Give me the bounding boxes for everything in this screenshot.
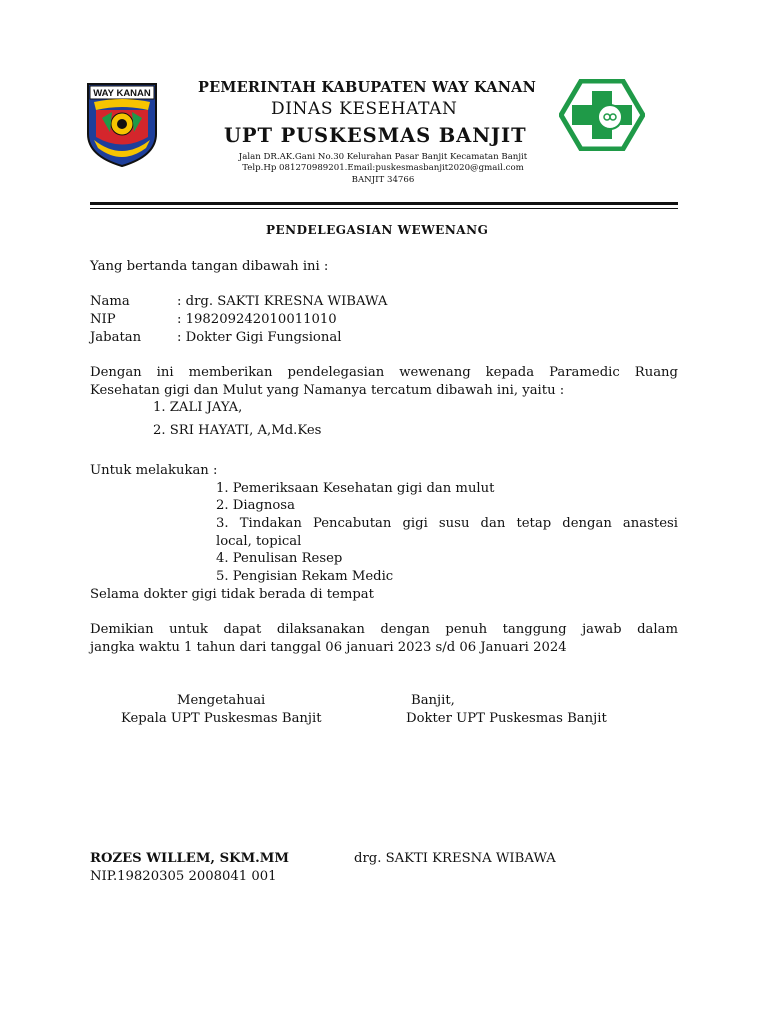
right-signer-name: drg. SAKTI KRESNA WIBAWA [354, 851, 556, 866]
task-item: 5. Pengisian Rekam Medic [216, 569, 394, 584]
letterhead-agency: DINAS KESEHATAN [271, 99, 458, 119]
letterhead-government: PEMERINTAH KABUPATEN WAY KANAN [198, 79, 537, 96]
task-item-continuation: local, topical [216, 534, 302, 549]
closing-text-line2: jangka waktu 1 tahun dari tanggal 06 januari 2023 s/d 06 Januari 2024 [90, 640, 567, 655]
nip-value: : 198209242010011010 [177, 312, 337, 327]
puskesmas-logo [559, 79, 645, 151]
name-label: Nama [90, 294, 130, 309]
letterhead-address-line1: Jalan DR.AK.Gani No.30 Kelurahan Pasar Banjit Kecamatan Banjit [238, 152, 528, 162]
tasks-intro: Untuk melakukan : [90, 463, 218, 478]
task-item: 3. Tindakan Pencabutan gigi susu dan tetap dengan anastesi [216, 516, 678, 531]
letterhead-unit: UPT PUSKESMAS BANJIT [224, 124, 527, 147]
task-item: 1. Pemeriksaan Kesehatan gigi dan mulut [216, 481, 495, 496]
nip-label: NIP [90, 312, 116, 327]
delegate-item: 2. SRI HAYATI, A,Md.Kes [153, 423, 322, 438]
right-signature-title2: Dokter UPT Puskesmas Banjit [406, 711, 607, 726]
task-item: 2. Diagnosa [216, 498, 295, 513]
document-title: PENDELEGASIAN WEWENANG [266, 223, 489, 237]
letterhead-address-line2: Telp.Hp 081270989201.Email:puskesmasbanjit2020@gmail.com [242, 163, 524, 173]
name-value: : drg. SAKTI KRESNA WIBAWA [177, 294, 388, 309]
svg-text:WAY KANAN: WAY KANAN [93, 88, 151, 99]
intro-text: Yang bertanda tangan dibawah ini : [90, 259, 329, 274]
left-signer-nip: NIP.19820305 2008041 001 [90, 869, 277, 884]
delegation-text-line1: Dengan ini memberikan pendelegasian wewenang kepada Paramedic Ruang [90, 365, 678, 380]
left-signature-title1: Mengetahuai [177, 693, 266, 708]
delegate-item: 1. ZALI JAYA, [153, 400, 243, 415]
letterhead-divider-thick [90, 202, 678, 205]
left-signer-name: ROZES WILLEM, SKM.MM [90, 851, 289, 866]
position-label: Jabatan [90, 330, 142, 345]
way-kanan-emblem [86, 82, 158, 168]
task-item: 4. Penulisan Resep [216, 551, 343, 566]
left-signature-title2: Kepala UPT Puskesmas Banjit [121, 711, 322, 726]
position-value: : Dokter Gigi Fungsional [177, 330, 342, 345]
closing-text-line1: Demikian untuk dapat dilaksanakan dengan penuh tanggung jawab dalam [90, 622, 678, 637]
condition-text: Selama dokter gigi tidak berada di tempat [90, 587, 374, 602]
right-signature-title1: Banjit, [411, 693, 455, 708]
letterhead-divider-thin [90, 208, 678, 209]
delegation-text-line2: Kesehatan gigi dan Mulut yang Namanya tercatum dibawah ini, yaitu : [90, 383, 565, 398]
letterhead-address-line3: BANJIT 34766 [351, 175, 415, 185]
